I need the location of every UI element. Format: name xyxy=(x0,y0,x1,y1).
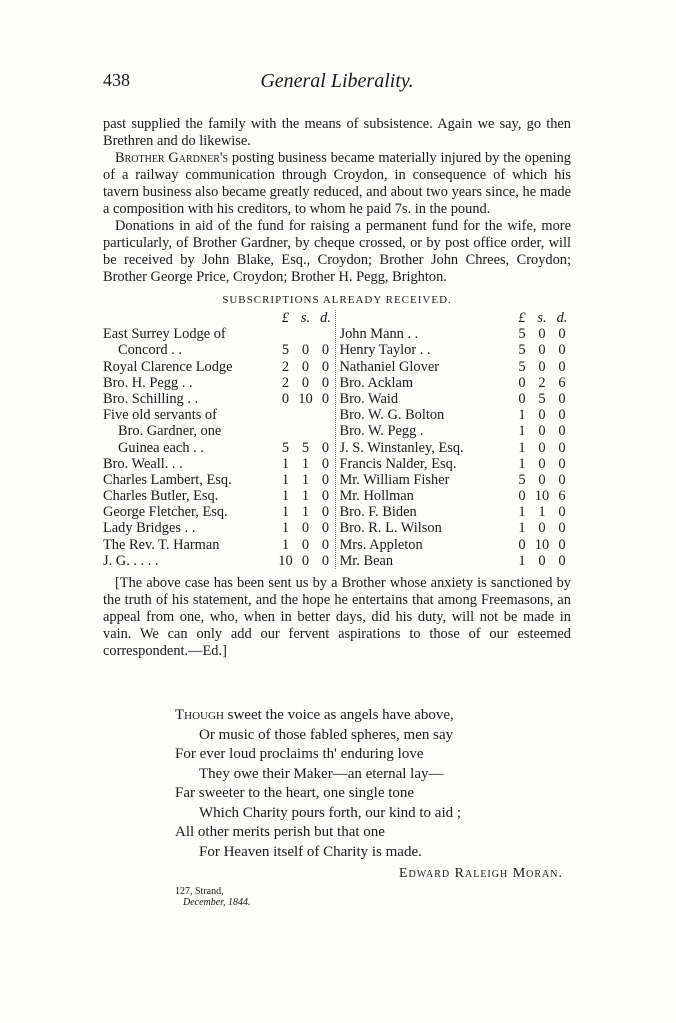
amount-pounds: 1 xyxy=(281,536,290,553)
amount-pounds: 1 xyxy=(518,407,526,424)
subscription-row xyxy=(340,537,572,553)
amount-shillings: 5 xyxy=(538,390,546,407)
subscriber-name: Bro. Schilling . . xyxy=(103,390,199,407)
amount-pence: 0 xyxy=(321,342,330,359)
subscriber-name: John Mann . . xyxy=(339,326,419,343)
subscription-row xyxy=(103,326,335,342)
amount-pounds: 5 xyxy=(281,342,290,359)
amount-pence: 0 xyxy=(321,439,330,456)
subscriber-name: Charles Lambert, Esq. xyxy=(103,471,232,488)
paragraph-3: Donations in aid of the fund for raising a permanent fund for the wife, more particularly, of Brother Gardner, by cheque crossed, or by post office order, will be received by John Blake, Esq., Croydon; Brother John Chrees, Croydon; Brother George Price, Croydon; Brother H. Pegg, Brighton. xyxy=(103,218,571,285)
subscriptions-table xyxy=(103,310,571,569)
amount-pence: 0 xyxy=(558,471,566,488)
amount-pence: 0 xyxy=(558,407,566,424)
subscriber-name: Mr. Bean xyxy=(339,552,394,569)
amount-pounds: 2 xyxy=(281,374,290,391)
amount-pounds: 1 xyxy=(518,439,526,456)
subscriber-name: J. G. . . . . xyxy=(103,552,159,569)
subscription-row xyxy=(103,553,335,569)
amount-shillings: 0 xyxy=(301,552,310,569)
subscriber-name: Guinea each . . xyxy=(118,439,204,456)
paragraph-2-text: posting business became materially injured by the opening of a railway communication through Croydon, in consequence of which his tavern business also became greatly reduced, and about two years since, he made a composition with his creditors, to whom he paid 7s. in the pound. xyxy=(103,150,571,217)
page xyxy=(103,70,571,908)
subscription-row xyxy=(103,472,335,488)
amount-pounds: 1 xyxy=(281,471,290,488)
subscription-row xyxy=(103,456,335,472)
poem-line-1-text: sweet the voice as angels have above, xyxy=(223,707,454,723)
amount-pounds: 1 xyxy=(518,552,526,569)
amount-shillings: 0 xyxy=(538,520,546,537)
subscriptions-left-column xyxy=(103,310,335,569)
amount-pounds: 5 xyxy=(518,358,526,375)
poem-author: Edward Raleigh Moran. xyxy=(398,866,563,881)
amount-shillings: 0 xyxy=(538,552,546,569)
subscriber-name: East Surrey Lodge of xyxy=(103,326,226,343)
amount-pounds: 5 xyxy=(518,342,526,359)
subscriber-name: Bro. H. Pegg . . xyxy=(103,374,193,391)
subscriber-name: Nathaniel Glover xyxy=(339,358,439,375)
subscriber-name: J. S. Winstanley, Esq. xyxy=(339,439,464,456)
poem-address-block xyxy=(175,886,571,908)
amount-pounds: 0 xyxy=(518,536,526,553)
amount-pounds: 0 xyxy=(281,390,290,407)
subscription-row xyxy=(340,504,572,520)
subscription-row xyxy=(340,423,572,439)
subscriber-name: Mr. Hollman xyxy=(339,488,414,505)
pence-header: d. xyxy=(320,310,331,326)
poem-line: For ever loud proclaims th' enduring love xyxy=(175,746,424,762)
subscriber-name: Bro. R. L. Wilson xyxy=(339,520,442,537)
subscription-row xyxy=(340,342,572,358)
amount-pounds: 1 xyxy=(281,455,290,472)
subscription-row xyxy=(103,440,335,456)
amount-pence: 0 xyxy=(558,455,566,472)
amount-pounds: 0 xyxy=(518,374,526,391)
subscription-row xyxy=(103,423,335,439)
poem-address: 127, Strand, xyxy=(175,885,224,897)
subscriber-name: Francis Nalder, Esq. xyxy=(339,455,457,472)
paragraph-2 xyxy=(103,150,571,218)
currency-header xyxy=(103,310,335,326)
amount-pence: 0 xyxy=(558,536,566,553)
amount-pence: 0 xyxy=(321,455,330,472)
page-header xyxy=(103,70,571,98)
subscriber-name: Mr. William Fisher xyxy=(339,471,450,488)
subscriber-name: Bro. Acklam xyxy=(339,374,414,391)
subscription-row xyxy=(103,359,335,375)
amount-pence: 0 xyxy=(321,471,330,488)
amount-shillings: 10 xyxy=(534,536,550,553)
subscriptions-right-column xyxy=(335,310,572,569)
amount-pounds: 1 xyxy=(518,504,526,521)
subscriber-name: Concord . . xyxy=(118,342,182,359)
subscription-row xyxy=(340,391,572,407)
amount-pounds: 0 xyxy=(518,488,526,505)
amount-pence: 0 xyxy=(558,358,566,375)
subscription-row xyxy=(340,488,572,504)
amount-shillings xyxy=(295,326,317,342)
subscription-row xyxy=(103,342,335,358)
amount-shillings: 0 xyxy=(538,342,546,359)
amount-shillings: 10 xyxy=(534,488,550,505)
amount-pence: 0 xyxy=(558,342,566,359)
subscription-row xyxy=(340,553,572,569)
poem-line: For Heaven itself of Charity is made. xyxy=(199,843,422,860)
pounds-header: £ xyxy=(518,310,526,326)
subscription-row xyxy=(340,456,572,472)
subscriber-name: Bro. F. Biden xyxy=(339,504,417,521)
amount-shillings: 1 xyxy=(301,488,310,505)
editor-note: [The above case has been sent us by a Brother whose anxiety is sanctioned by the truth of his statement, and the hope he entertains that among Freemasons, an appeal from one, who, when in better days, did his duty, will not be made in vain. We can only add our fervent aspirations to those of our esteemed correspondent.—Ed.] xyxy=(103,575,571,659)
amount-pence: 0 xyxy=(558,504,566,521)
amount-pounds xyxy=(277,423,295,439)
subscriber-name: Bro. Gardner, one xyxy=(118,423,222,440)
subscriber-name: Charles Butler, Esq. xyxy=(103,488,219,505)
subscription-row xyxy=(340,326,572,342)
amount-shillings: 0 xyxy=(538,471,546,488)
poem-first-word: Though xyxy=(175,707,224,723)
subscription-row xyxy=(340,520,572,536)
amount-shillings xyxy=(295,423,317,439)
shillings-header: s. xyxy=(300,310,311,326)
amount-shillings: 0 xyxy=(538,455,546,472)
subscriber-name: The Rev. T. Harman xyxy=(103,536,220,553)
amount-pounds: 1 xyxy=(281,520,290,537)
amount-pence: 0 xyxy=(558,326,566,343)
amount-pence: 0 xyxy=(321,390,330,407)
subscriber-name: Lady Bridges . . xyxy=(103,520,196,537)
amount-pounds xyxy=(277,407,295,423)
paragraph-1: past supplied the family with the means of subsistence. Again we say, go then Brethren and do likewise. xyxy=(103,116,571,149)
pence-header: d. xyxy=(556,310,568,326)
poem-line: Or music of those fabled spheres, men say xyxy=(199,726,454,743)
amount-pounds: 5 xyxy=(518,471,526,488)
subscription-row xyxy=(103,537,335,553)
amount-pounds: 1 xyxy=(281,488,290,505)
subscriber-name: George Fletcher, Esq. xyxy=(103,504,228,521)
amount-shillings: 0 xyxy=(538,358,546,375)
subscription-row xyxy=(103,520,335,536)
subscription-row xyxy=(103,407,335,423)
amount-pounds: 1 xyxy=(518,520,526,537)
shillings-header: s. xyxy=(537,310,547,326)
amount-shillings: 1 xyxy=(301,504,310,521)
subscription-row xyxy=(103,488,335,504)
amount-pounds: 2 xyxy=(281,358,290,375)
poem-date: December, 1844. xyxy=(183,896,251,908)
currency-header xyxy=(340,310,572,326)
subscriber-name: Mrs. Appleton xyxy=(339,536,423,553)
amount-pence: 0 xyxy=(321,536,330,553)
poem-line xyxy=(103,706,571,726)
pounds-header: £ xyxy=(281,310,290,326)
running-title: General Liberality. xyxy=(260,70,414,92)
amount-pence: 0 xyxy=(321,520,330,537)
subscriber-name: Five old servants of xyxy=(103,407,217,424)
amount-pence xyxy=(317,407,335,423)
amount-pounds: 1 xyxy=(518,455,526,472)
amount-shillings: 0 xyxy=(538,439,546,456)
amount-pence: 0 xyxy=(321,552,330,569)
amount-pounds: 5 xyxy=(281,439,290,456)
amount-pence: 0 xyxy=(321,358,330,375)
subscription-row xyxy=(103,391,335,407)
amount-pence xyxy=(317,423,335,439)
amount-shillings: 0 xyxy=(301,358,310,375)
amount-pence: 0 xyxy=(321,488,330,505)
paragraph-2-lead: Brother Gardner's xyxy=(115,150,229,166)
amount-shillings: 1 xyxy=(301,471,310,488)
amount-pence xyxy=(317,326,335,342)
amount-shillings xyxy=(295,407,317,423)
amount-shillings: 0 xyxy=(301,374,310,391)
page-number: 438 xyxy=(103,70,130,90)
subscriber-name: Bro. Waid xyxy=(339,390,399,407)
amount-pence: 0 xyxy=(558,552,566,569)
amount-shillings: 1 xyxy=(301,455,310,472)
amount-pounds: 10 xyxy=(278,552,293,569)
subscription-row xyxy=(340,359,572,375)
subscriber-name: Bro. W. Pegg . xyxy=(339,423,424,440)
amount-pounds xyxy=(277,326,295,342)
subscription-row xyxy=(103,504,335,520)
amount-shillings: 5 xyxy=(301,439,310,456)
amount-pence: 0 xyxy=(321,374,330,391)
amount-shillings: 10 xyxy=(298,390,313,407)
amount-shillings: 0 xyxy=(301,342,310,359)
amount-pence: 0 xyxy=(321,504,330,521)
subscriber-name: Henry Taylor . . xyxy=(339,342,431,359)
amount-pence: 6 xyxy=(558,488,566,505)
amount-pounds: 1 xyxy=(281,504,290,521)
subscriber-name: Royal Clarence Lodge xyxy=(103,358,233,375)
poem-line: All other merits perish but that one xyxy=(175,824,385,840)
subscription-row xyxy=(103,375,335,391)
poem xyxy=(103,706,571,908)
amount-pence: 6 xyxy=(558,374,566,391)
amount-shillings: 1 xyxy=(538,504,546,521)
amount-pounds: 5 xyxy=(518,326,526,343)
amount-pence: 0 xyxy=(558,520,566,537)
subscription-row xyxy=(340,440,572,456)
subscription-row xyxy=(340,472,572,488)
amount-shillings: 0 xyxy=(538,423,546,440)
amount-pence: 0 xyxy=(558,390,566,407)
amount-pence: 0 xyxy=(558,439,566,456)
amount-shillings: 0 xyxy=(538,326,546,343)
subscriptions-heading: SUBSCRIPTIONS ALREADY RECEIVED. xyxy=(222,294,452,306)
amount-pence: 0 xyxy=(558,423,566,440)
amount-pounds: 1 xyxy=(518,423,526,440)
amount-shillings: 0 xyxy=(301,520,310,537)
amount-shillings: 0 xyxy=(538,407,546,424)
subscriber-name: Bro. Weall. . . xyxy=(103,455,183,472)
poem-line: Which Charity pours forth, our kind to aid ; xyxy=(199,804,462,821)
amount-pounds: 0 xyxy=(518,390,526,407)
subscriber-name: Bro. W. G. Bolton xyxy=(339,407,445,424)
subscription-row xyxy=(340,375,572,391)
subscription-row xyxy=(340,407,572,423)
amount-shillings: 2 xyxy=(538,374,546,391)
poem-line: Far sweeter to the heart, one single tone xyxy=(175,785,415,801)
poem-line: They owe their Maker—an eternal lay— xyxy=(199,765,444,782)
amount-shillings: 0 xyxy=(301,536,310,553)
